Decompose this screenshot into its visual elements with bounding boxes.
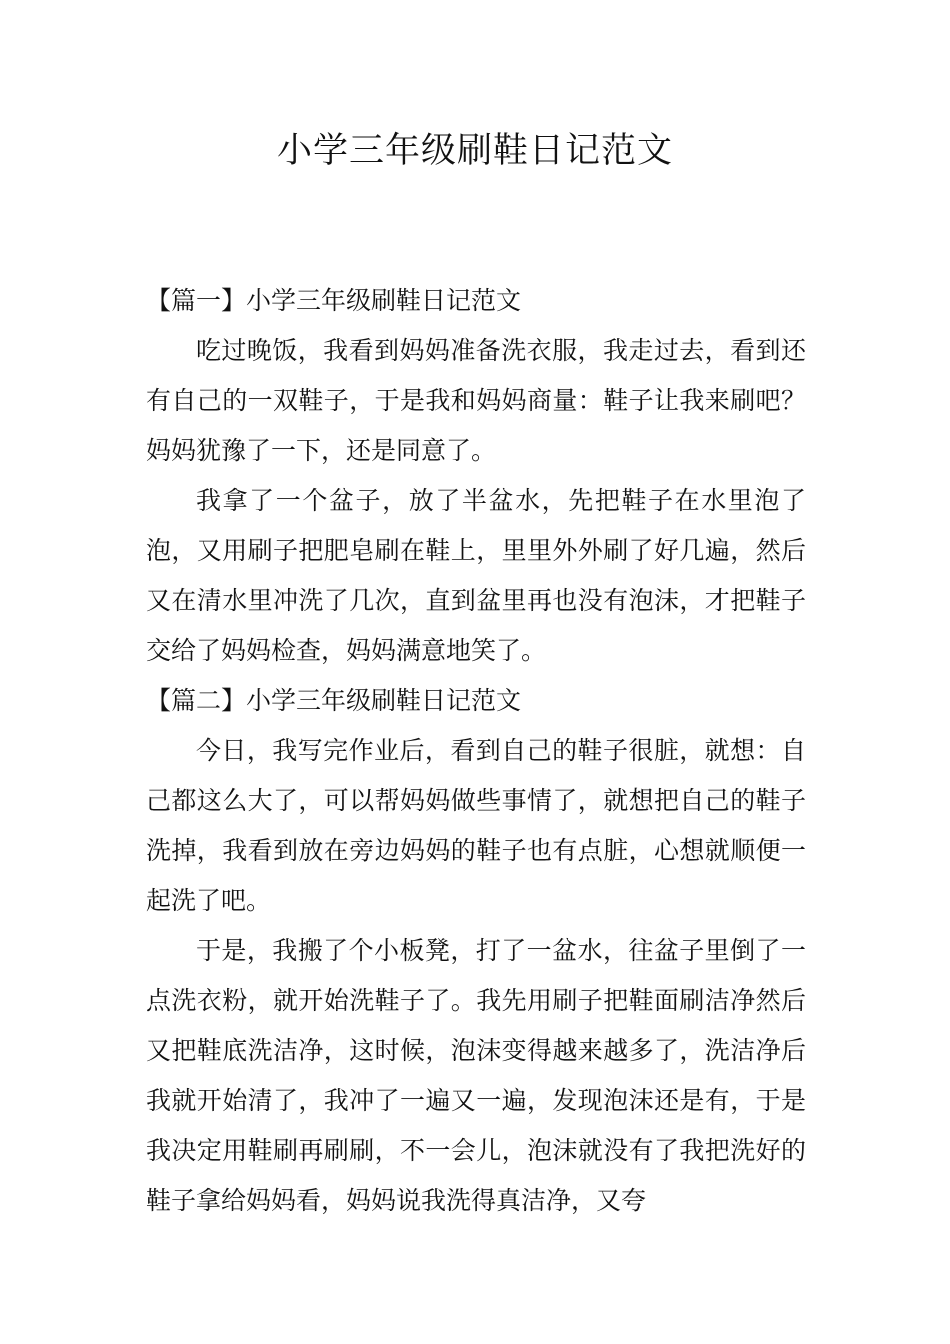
section-1-paragraph-1: 吃过晚饭，我看到妈妈准备洗衣服，我走过去，看到还有自己的一双鞋子，于是我和妈妈商量：鞋子让我来刷吧？妈妈犹豫了一下，还是同意了。 <box>146 336 806 465</box>
document-title: 小学三年级刷鞋日记范文 <box>276 131 673 171</box>
document-body <box>146 276 806 1226</box>
section-heading-1: 【篇一】小学三年级刷鞋日记范文 <box>146 286 522 315</box>
section-heading-2: 【篇二】小学三年级刷鞋日记范文 <box>146 686 522 715</box>
section-2-paragraph-1: 今日，我写完作业后，看到自己的鞋子很脏，就想：自己都这么大了，可以帮妈妈做些事情了，就想把自己的鞋子洗掉，我看到放在旁边妈妈的鞋子也有点脏，心想就顺便一起洗了吧。 <box>146 736 806 915</box>
section-2-paragraph-2: 于是，我搬了个小板凳，打了一盆水，往盆子里倒了一点洗衣粉，就开始洗鞋子了。我先用刷子把鞋面刷洁净然后又把鞋底洗洁净，这时候，泡沫变得越来越多了，洗洁净后我就开始清了，我冲了一遍又一遍，发现泡沫还是有，于是我决定用鞋刷再刷刷，不一会儿，泡沫就没有了我把洗好的鞋子拿给妈妈看，妈妈说我洗得真洁净，又夸 <box>146 936 806 1215</box>
section-1-paragraph-2: 我拿了一个盆子，放了半盆水，先把鞋子在水里泡了泡，又用刷子把肥皂刷在鞋上，里里外外刷了好几遍，然后又在清水里冲洗了几次，直到盆里再也没有泡沫，才把鞋子交给了妈妈检查，妈妈满意地笑了。 <box>146 486 806 665</box>
